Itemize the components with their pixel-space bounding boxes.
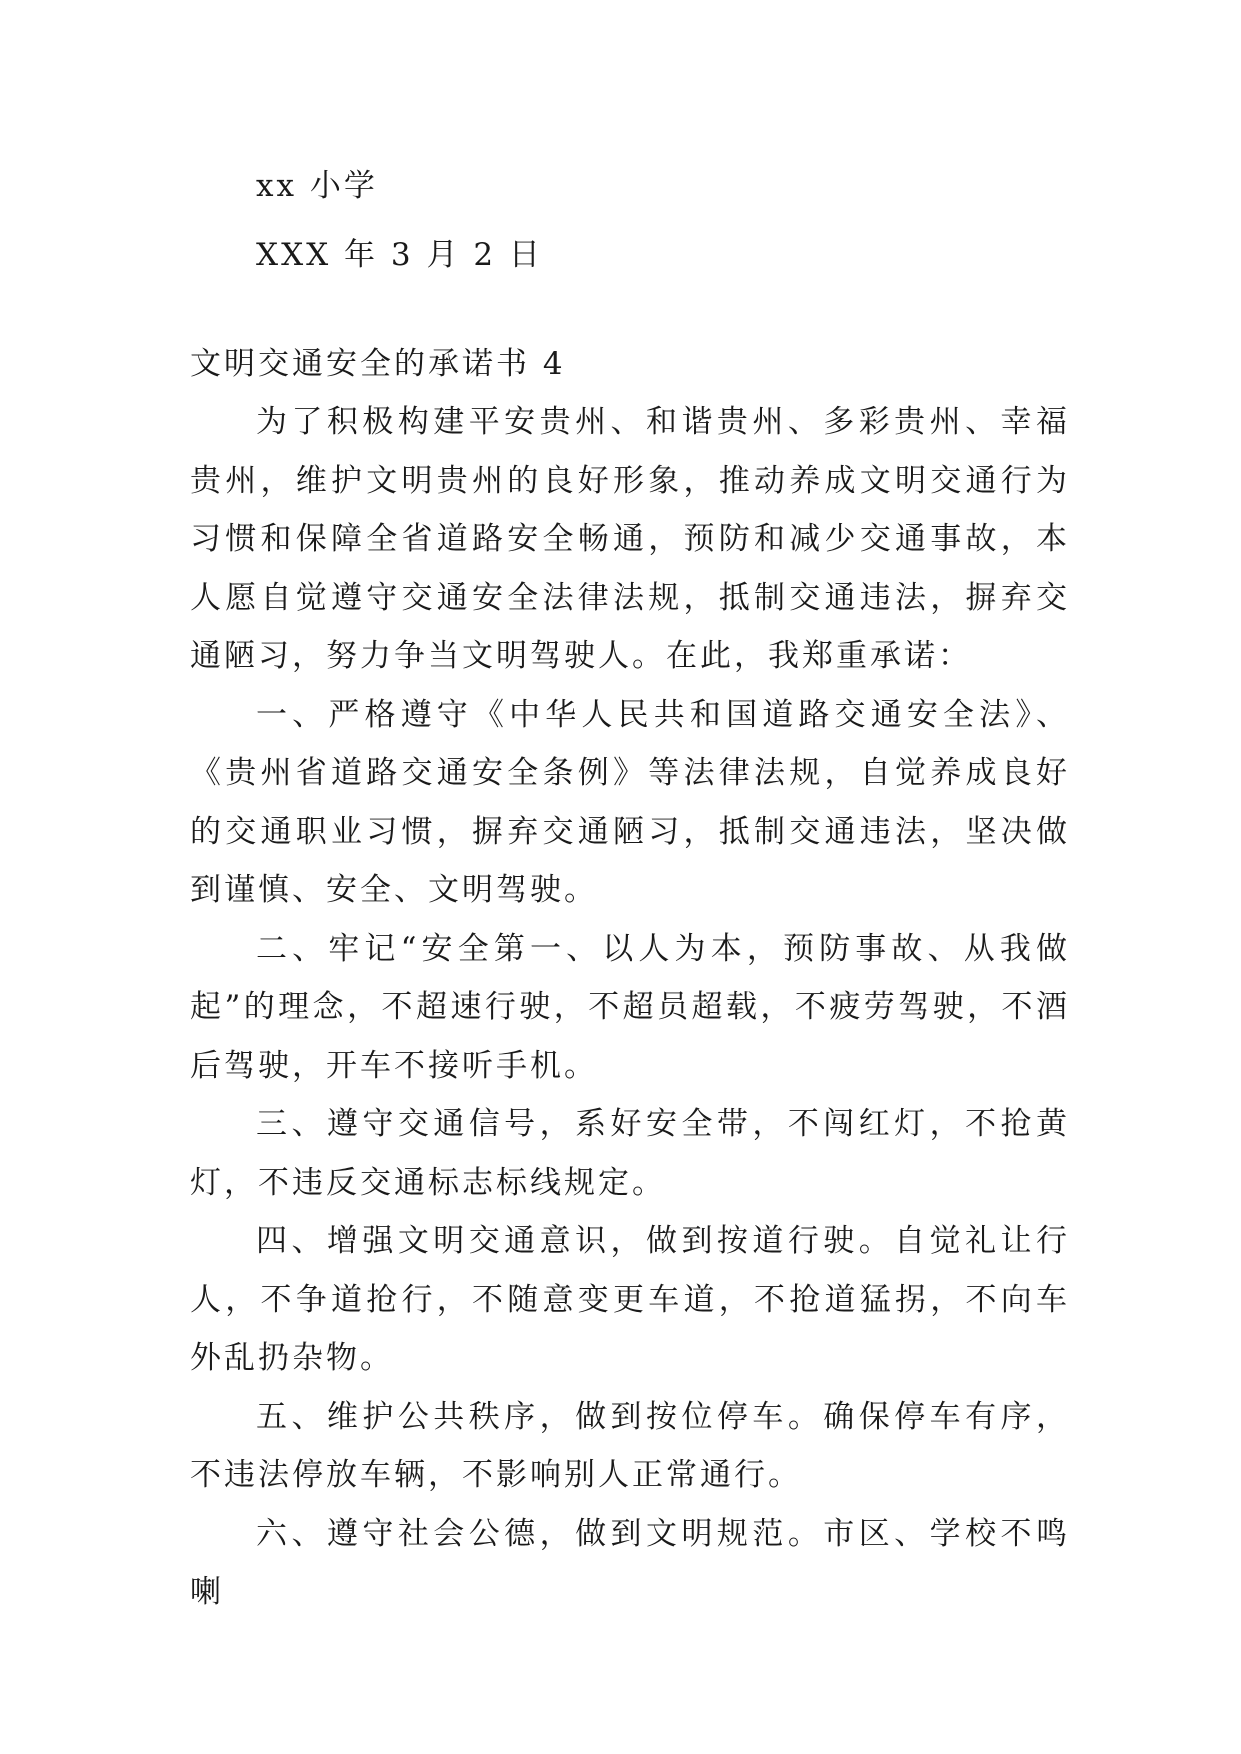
paragraph-intro: 为了积极构建平安贵州、和谐贵州、多彩贵州、幸福贵州，维护文明贵州的良好形象，推动养成文明交通行为习惯和保障全省道路安全畅通，预防和减少交通事故，本人愿自觉遵守交通安全法律法规，抵制交通违法，摒弃交通陋习，努力争当文明驾驶人。在此，我郑重承诺：	[190, 404, 1070, 674]
paragraph-item-3: 三、遵守交通信号，系好安全带，不闯红灯，不抢黄灯，不违反交通标志标线规定。	[190, 1106, 1070, 1201]
document-title: 文明交通安全的承诺书 4	[190, 346, 566, 382]
document-body	[190, 158, 1070, 1622]
signature-date: XXX 年 3 月 2 日	[256, 237, 543, 273]
paragraph-item-4: 四、增强文明交通意识，做到按道行驶。自觉礼让行人，不争道抢行，不随意变更车道，不抢道猛拐，不向车外乱扔杂物。	[190, 1223, 1070, 1376]
paragraph-item-1: 一、严格遵守《中华人民共和国道路交通安全法》、《贵州省道路交通安全条例》等法律法规，自觉养成良好的交通职业习惯，摒弃交通陋习，抵制交通违法，坚决做到谨慎、安全、文明驾驶。	[190, 696, 1070, 908]
paragraph-item-5: 五、维护公共秩序，做到按位停车。确保停车有序，不违法停放车辆，不影响别人正常通行。	[190, 1398, 1070, 1493]
paragraph-item-2: 二、牢记“安全第一、以人为本，预防事故、从我做起”的理念，不超速行驶，不超员超载，不疲劳驾驶，不酒后驾驶，开车不接听手机。	[190, 930, 1070, 1084]
paragraph-item-6: 六、遵守社会公德，做到文明规范。市区、学校不鸣喇	[190, 1515, 1070, 1610]
signature-school: xx 小学	[256, 168, 378, 204]
